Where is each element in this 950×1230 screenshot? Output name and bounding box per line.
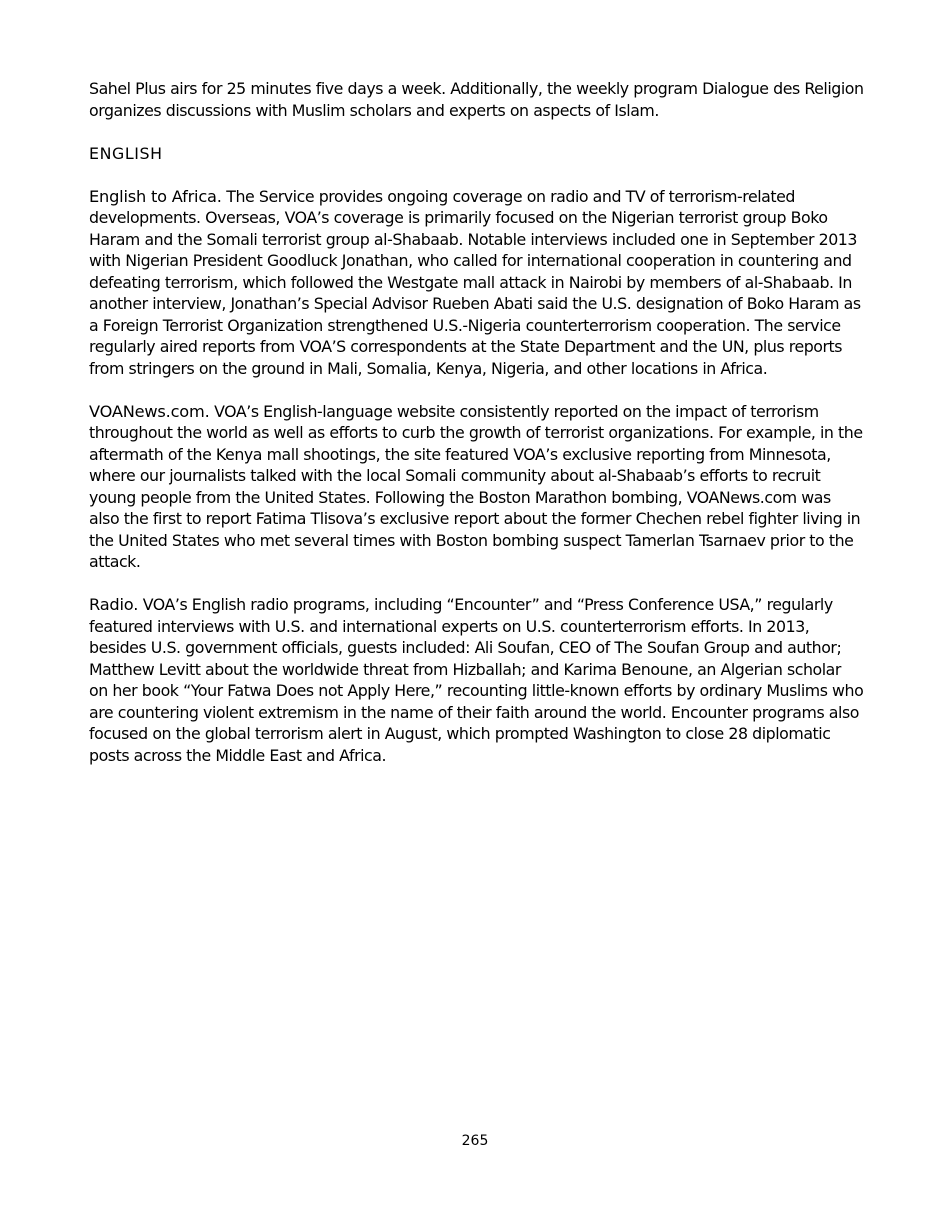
voanews-lead: VOANews.com. <box>89 401 210 421</box>
voanews-text: VOA’s English-language website consistently reported on the impact of terrorism throughout the world as well as efforts to curb the growth of terrorist organizations. For example, in the aftermath of the Kenya mall shootings, the site featured VOA’s exclusive reporting from Minnesota, where our journalists talked with the local Somali community about al-Shabaab’s efforts to recruit young people from the United States. Following the Boston Marathon bombing, VOANews.com was also the first to report Fatima Tlisova’s exclusive report about the former Chechen rebel fighter living in the United States who met several times with Boston bombing suspect Tamerlan Tsarnaev prior to the attack. <box>89 401 863 571</box>
intro-paragraph: Sahel Plus airs for 25 minutes five days a week. Additionally, the weekly program Dialogue des Religion organizes discussions with Muslim scholars and experts on aspects of Islam. <box>89 79 864 120</box>
english-to-africa-lead: English to Africa. <box>89 186 222 206</box>
document-body <box>89 78 864 766</box>
radio-lead: Radio. <box>89 595 139 614</box>
radio-paragraph <box>89 594 864 766</box>
voanews-paragraph <box>89 401 864 573</box>
section-heading-english: ENGLISH <box>89 143 163 163</box>
radio-text: VOA’s English radio programs, including “Encounter” and “Press Conference USA,” regularly featured interviews with U.S. and international experts on U.S. counterterrorism efforts. In 2013, besides U.S. government officials, guests included: Ali Soufan, CEO of The Soufan Group and author; Matthew Levitt about the worldwide threat from Hizballah; and Karima Benoune, an Algerian scholar on her book “Your Fatwa Does not Apply Here,” recounting little-known efforts by ordinary Muslims who are countering violent extremism in the name of their faith around the world. Encounter programs also focused on the global terrorism alert in August, which prompted Washington to close 28 diplomatic posts across the Middle East and Africa. <box>89 595 864 765</box>
page-number: 265 <box>461 1133 489 1149</box>
english-to-africa-text: The Service provides ongoing coverage on radio and TV of terrorism-related developments. Overseas, VOA’s coverage is primarily focused on the Nigerian terrorist group Boko Haram and the Somali terrorist group al-Shabaab. Notable interviews included one in September 2013 with Nigerian President Goodluck Jonathan, who called for international cooperation in countering and defeating terrorism, which followed the Westgate mall attack in Nairobi by members of al-Shabaab. In another interview, Jonathan’s Special Advisor Rueben Abati said the U.S. designation of Boko Haram as a Foreign Terrorist Organization strengthened U.S.-Nigeria counterterrorism cooperation. The service regularly aired reports from VOA’S correspondents at the State Department and the UN, plus reports from stringers on the ground in Mali, Somalia, Kenya, Nigeria, and other locations in Africa. <box>89 186 861 378</box>
english-to-africa-paragraph <box>89 186 864 380</box>
